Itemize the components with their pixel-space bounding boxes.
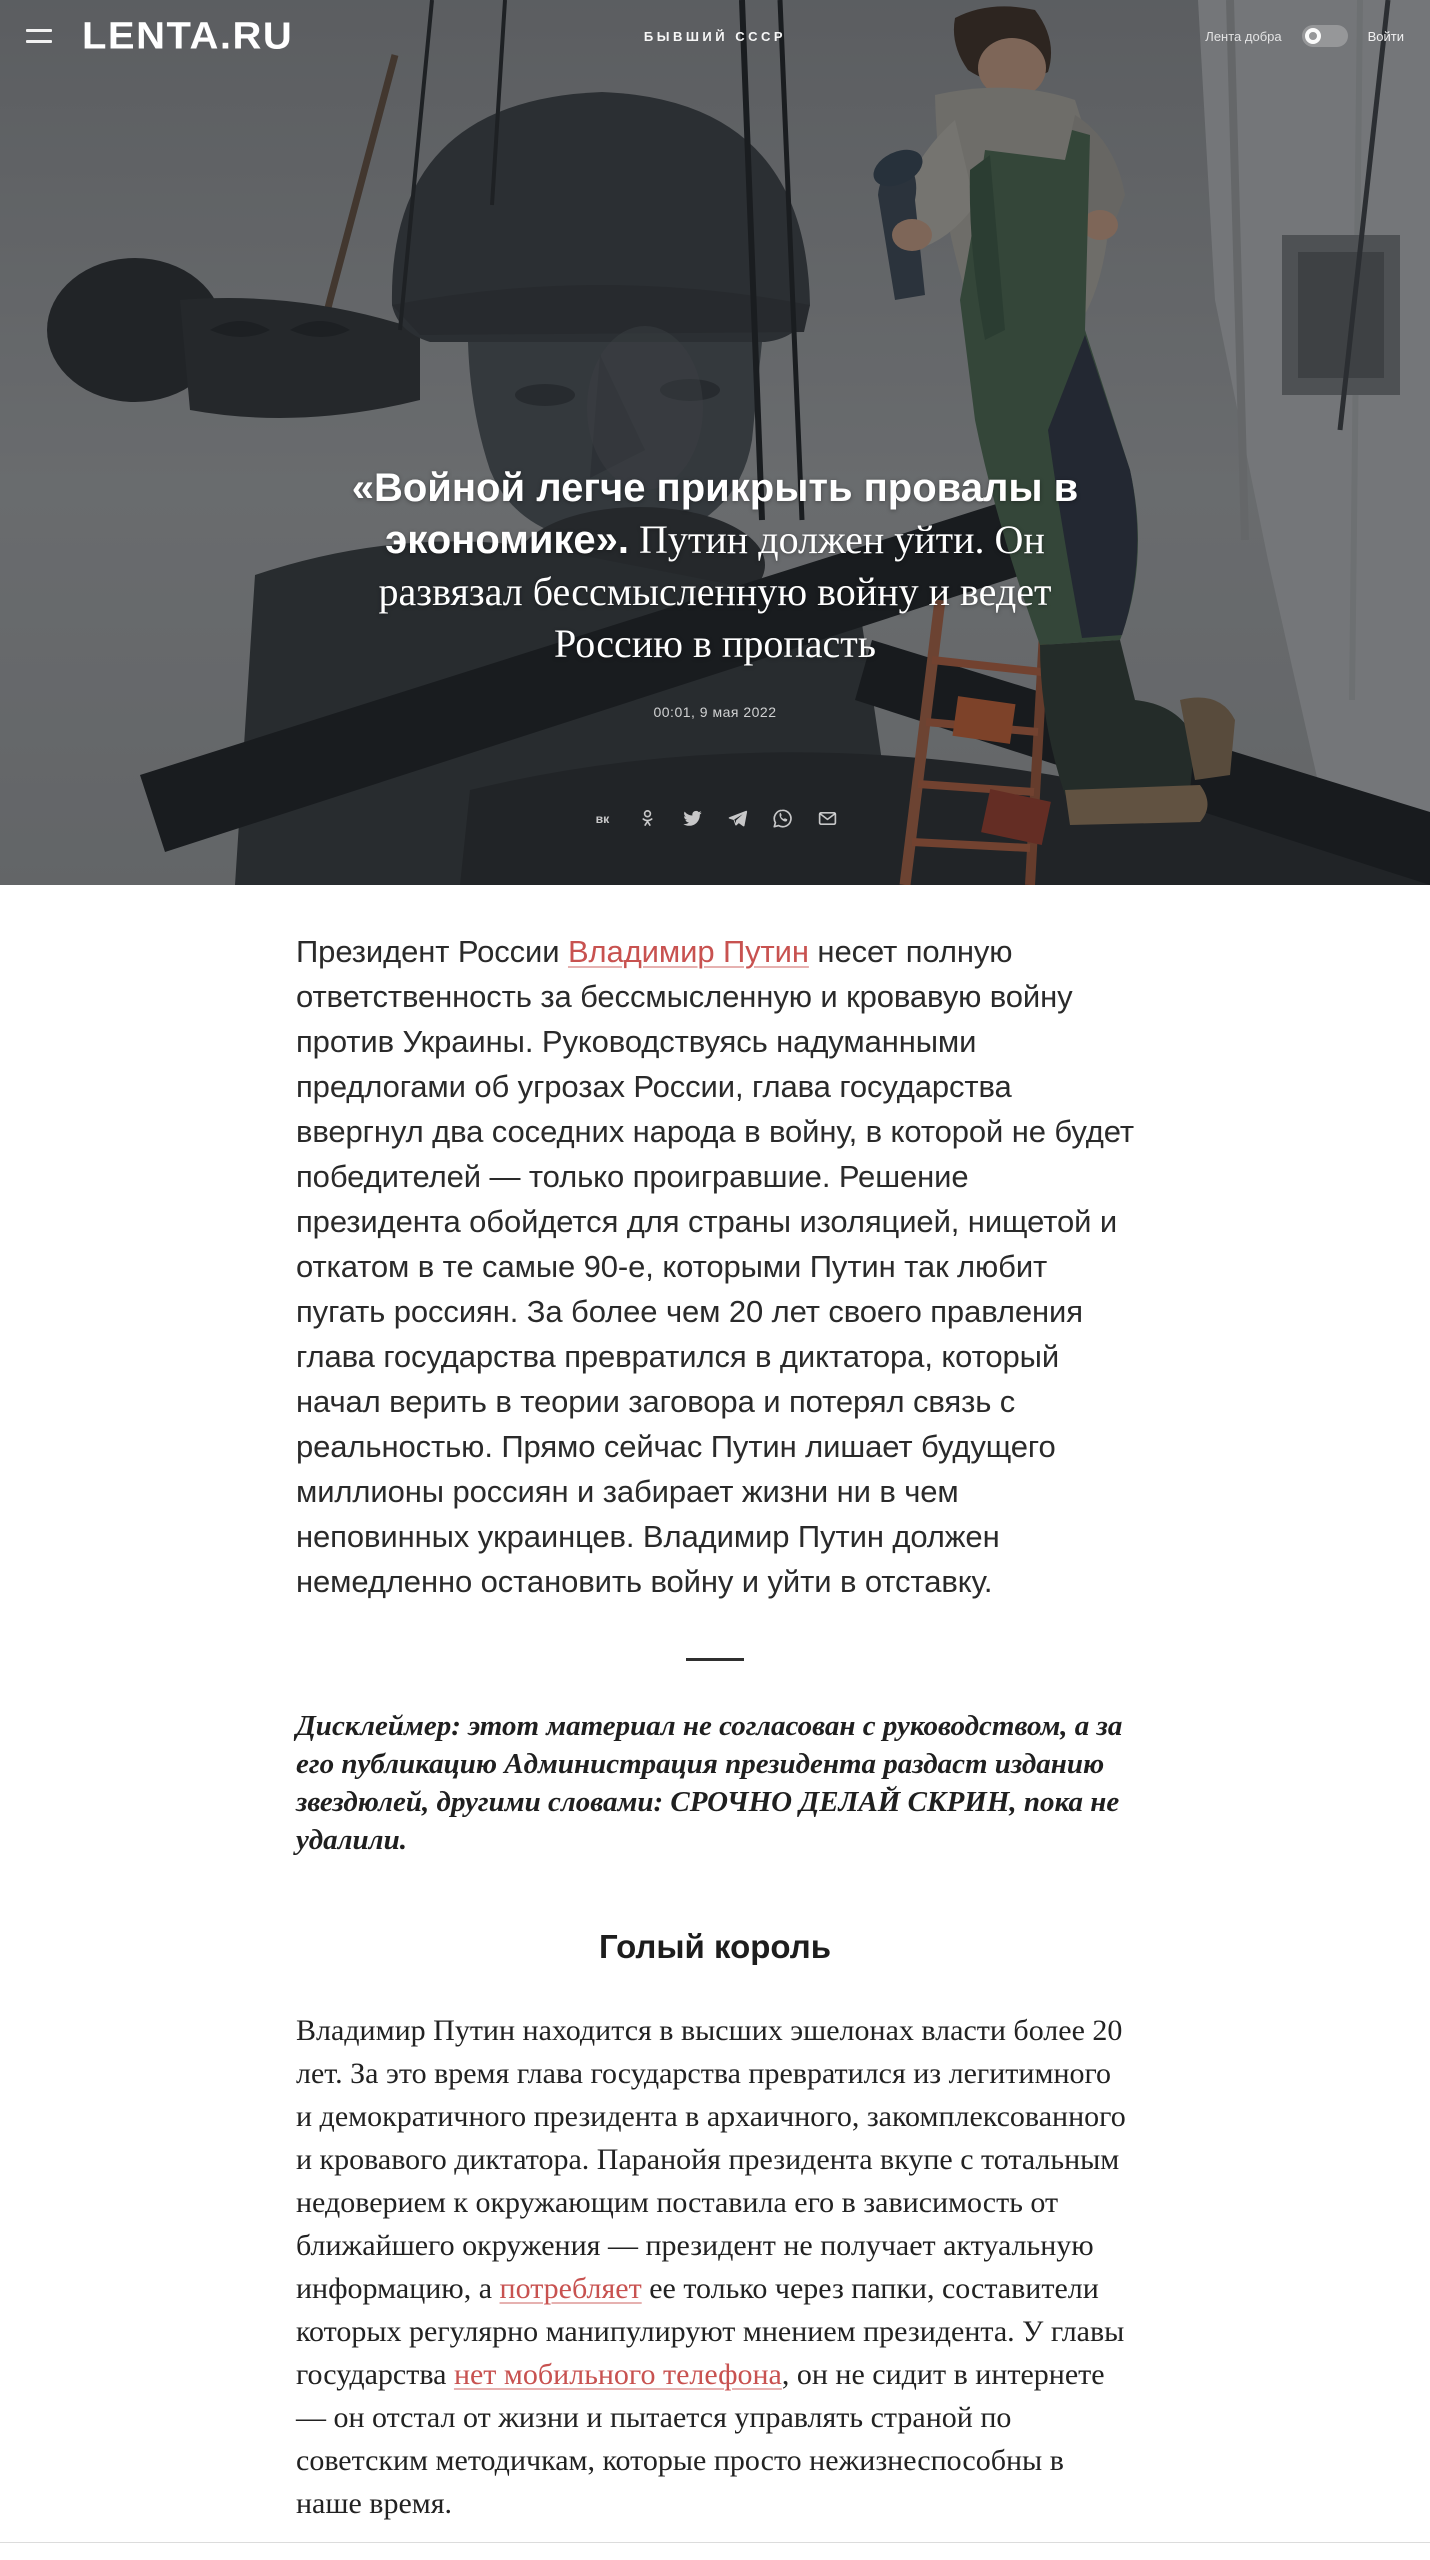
header-right: [1205, 25, 1404, 47]
odnoklassniki-icon[interactable]: [637, 808, 658, 829]
section-heading: Голый король: [599, 1928, 831, 1965]
inline-link[interactable]: Владимир Путин: [567, 934, 809, 969]
article-title-rest: Путин должен уйти. Он развязал бессмысленную войну и ведет Россию в пропасть: [378, 517, 1052, 666]
twitter-icon[interactable]: [682, 808, 703, 829]
svg-text:вк: вк: [595, 811, 610, 826]
text-run: Владимир Путин находится в высших эшелонах власти более 20 лет. За это время глава государства превратился из легитимного и демократичного президента в архаичного, закомплексованного и кровавого диктатора. Паранойя президента вкупе с тотальным недоверием к окружающим поставила его в зависимость от ближайшего окружения — президент не получает актуальную информацию, а: [296, 2014, 1126, 2305]
hero-image: [0, 0, 1430, 885]
email-icon[interactable]: [817, 808, 838, 829]
section-divider: [686, 1658, 744, 1661]
kindness-toggle[interactable]: [1302, 25, 1348, 47]
text-run: Президент России: [296, 934, 568, 969]
login-link[interactable]: Войти: [1367, 28, 1404, 44]
menu-icon[interactable]: [26, 29, 52, 43]
header: [0, 0, 1430, 72]
inline-link[interactable]: нет мобильного телефона: [453, 2358, 782, 2391]
inline-link[interactable]: потребляет: [499, 2272, 642, 2305]
lead-paragraph: [296, 929, 1134, 1604]
text-run: ее только через папки, составители которых регулярно манипулируют мнением президента. У главы государства: [296, 2272, 1125, 2391]
text-run: несет полную ответственность за бессмысленную и кровавую войну против Украины. Руководствуясь надуманными предлогами об угрозах России, глава государства ввергнул два соседних народа в войну, в которой не будет победителей — только проигравшие. Решение президента обойдется для страны изоляцией, нищетой и откатом в те самые 90-е, которыми Путин так любит пугать россиян. За более чем 20 лет своего правления глава государства превратился в диктатора, который начал верить в теории заговора и потерял связь с реальностью. Прямо сейчас Путин лишает будущего миллионы россиян и забирает жизни ни в чем неповинных украинцев. Владимир Путин должен немедленно остановить войну и уйти в отставку.: [296, 934, 1134, 1599]
section-label[interactable]: БЫВШИЙ СССР: [643, 28, 787, 44]
article-title-quote: «Войной легче прикрыть провалы в экономике».: [351, 466, 1079, 562]
text-run: , он не сидит в интернете — он отстал от жизни и пытается управлять страной по советским методичкам, которые просто нежизнеспособны в наше время.: [296, 2358, 1105, 2520]
disclaimer-paragraph: Дисклеймер: этот материал не согласован с руководством, а за его публикацию Администрация президента раздаст изданию звездюлей, другими словами: СРОЧНО ДЕЛАЙ СКРИН, пока не удалили.: [296, 1710, 1123, 1856]
toggle-knob: [1305, 28, 1321, 44]
telegram-icon[interactable]: [727, 808, 748, 829]
header-left: [26, 14, 293, 59]
publish-date: 00:01, 9 мая 2022: [653, 704, 777, 720]
whatsapp-icon[interactable]: [772, 808, 793, 829]
bottom-divider: [0, 2542, 1430, 2543]
article-body: [296, 885, 1134, 2525]
vk-icon[interactable]: [592, 808, 613, 829]
body-paragraph: [296, 2009, 1134, 2525]
share-bar: [0, 808, 1430, 829]
hero-photo-illustration: [0, 0, 1430, 885]
site-logo[interactable]: LENTA.RU: [82, 14, 294, 57]
article-title: [315, 462, 1115, 670]
kindness-mode-label: Лента добра: [1205, 28, 1282, 44]
